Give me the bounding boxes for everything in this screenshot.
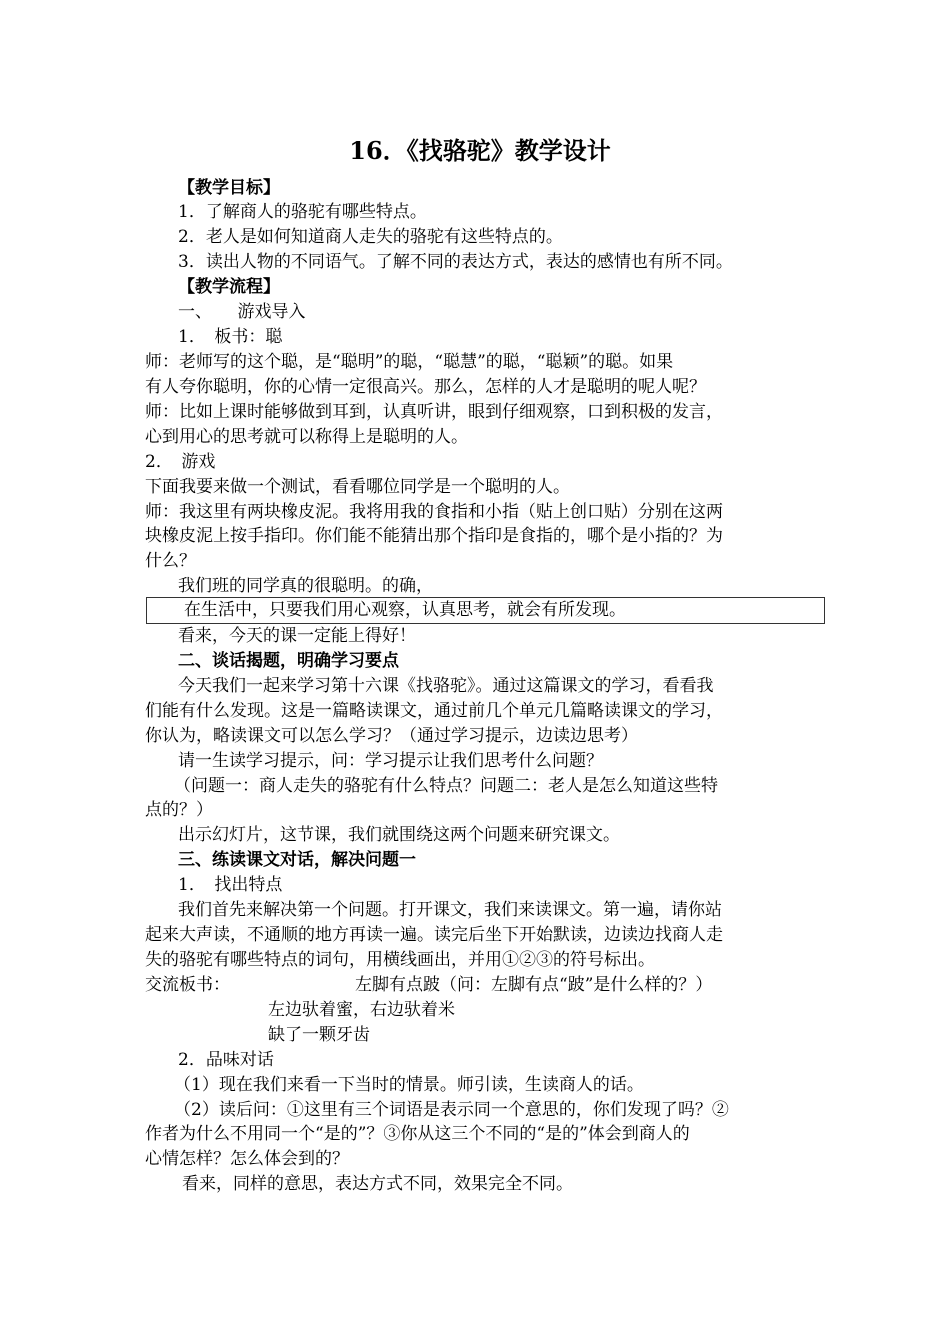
section-1-item-1: 1． 板书：聪	[178, 327, 283, 347]
section-1-heading: 一、 游戏导入	[178, 302, 306, 322]
section-3-item-2: 2．品味对话	[178, 1050, 274, 1070]
section-3-item-1: 1． 找出特点	[178, 875, 283, 895]
boxed-sentence: 在生活中，只要我们用心观察，认真思考，就会有所发现。	[184, 600, 626, 620]
board-label: 交流板书：	[145, 975, 230, 995]
paragraph-line: 师：比如上课时能够做到耳到，认真听讲，眼到仔细观察，口到积极的发言，	[145, 402, 723, 422]
section-2-heading: 二、谈话揭题，明确学习要点	[178, 651, 399, 671]
paragraph-line: 师：我这里有两块橡皮泥。我将用我的食指和小指（贴上创口贴）分别在这两	[145, 502, 723, 522]
paragraph-line: （问题一：商人走失的骆驼有什么特点？问题二：老人是怎么知道这些特	[174, 776, 718, 796]
board-item-2: 左边驮着蜜，右边驮着米	[268, 1000, 455, 1020]
paragraph-line: 们能有什么发现。这是一篇略读课文，通过前几个单元几篇略读课文的学习，	[145, 701, 723, 721]
section-1-item-2: 2． 游戏	[145, 452, 216, 472]
board-item-1: 左脚有点跛（问：左脚有点“跛”是什么样的？）	[355, 975, 713, 995]
paragraph-line: 请一生读学习提示，问：学习提示让我们思考什么问题？	[178, 751, 603, 771]
goal-item-3: 3．读出人物的不同语气。了解不同的表达方式，表达的感情也有所不同。	[178, 252, 733, 272]
flow-heading: 【教学流程】	[178, 277, 280, 297]
paragraph-line: 看来，同样的意思，表达方式不同，效果完全不同。	[182, 1174, 573, 1194]
goal-item-1: 1．了解商人的骆驼有哪些特点。	[178, 202, 427, 222]
paragraph-line: 作者为什么不用同一个“是的”？③你从这三个不同的“是的”体会到商人的	[145, 1124, 690, 1144]
board-item-3: 缺了一颗牙齿	[268, 1025, 370, 1045]
paragraph-line: 师：老师写的这个聪，是“聪明”的聪，“聪慧”的聪，“聪颖”的聪。如果	[145, 352, 674, 372]
paragraph-line: 你认为，略读课文可以怎么学习？（通过学习提示，边读边思考）	[145, 726, 638, 746]
section-3-heading: 三、练读课文对话，解决问题一	[178, 850, 416, 870]
paragraph-line: 我们首先来解决第一个问题。打开课文，我们来读课文。第一遍，请你站	[178, 900, 722, 920]
paragraph-line: 出示幻灯片，这节课，我们就围绕这两个问题来研究课文。	[178, 825, 620, 845]
paragraph-line: （1）现在我们来看一下当时的情景。师引读，生读商人的话。	[174, 1075, 644, 1095]
paragraph-line: 什么？	[145, 551, 196, 571]
paragraph-line: 今天我们一起来学习第十六课《找骆驼》。通过这篇课文的学习，看看我	[178, 676, 714, 696]
paragraph-line: 点的？）	[145, 800, 213, 820]
paragraph-line: 下面我要来做一个测试，看看哪位同学是一个聪明的人。	[145, 477, 570, 497]
paragraph-line: 有人夸你聪明，你的心情一定很高兴。那么，怎样的人才是聪明的呢人呢？	[145, 377, 706, 397]
paragraph-line: 心到用心的思考就可以称得上是聪明的人。	[145, 427, 468, 447]
paragraph-line: 看来，今天的课一定能上得好！	[178, 626, 416, 646]
paragraph-line: 失的骆驼有哪些特点的词句，用横线画出，并用①②③的符号标出。	[145, 950, 655, 970]
paragraph-line: 我们班的同学真的很聪明。的确，	[178, 576, 433, 596]
paragraph-line: （2）读后问：①这里有三个词语是表示同一个意思的，你们发现了吗？②	[174, 1100, 729, 1120]
goal-item-2: 2．老人是如何知道商人走失的骆驼有这些特点的。	[178, 227, 563, 247]
document-title: 16．《找骆驼》教学设计	[349, 136, 611, 165]
goals-heading: 【教学目标】	[178, 178, 280, 198]
paragraph-line: 心情怎样？怎么体会到的？	[145, 1149, 349, 1169]
paragraph-line: 起来大声读，不通顺的地方再读一遍。读完后坐下开始默读，边读边找商人走	[145, 925, 723, 945]
paragraph-line: 块橡皮泥上按手指印。你们能不能猜出那个指印是食指的，哪个是小指的？为	[145, 526, 723, 546]
